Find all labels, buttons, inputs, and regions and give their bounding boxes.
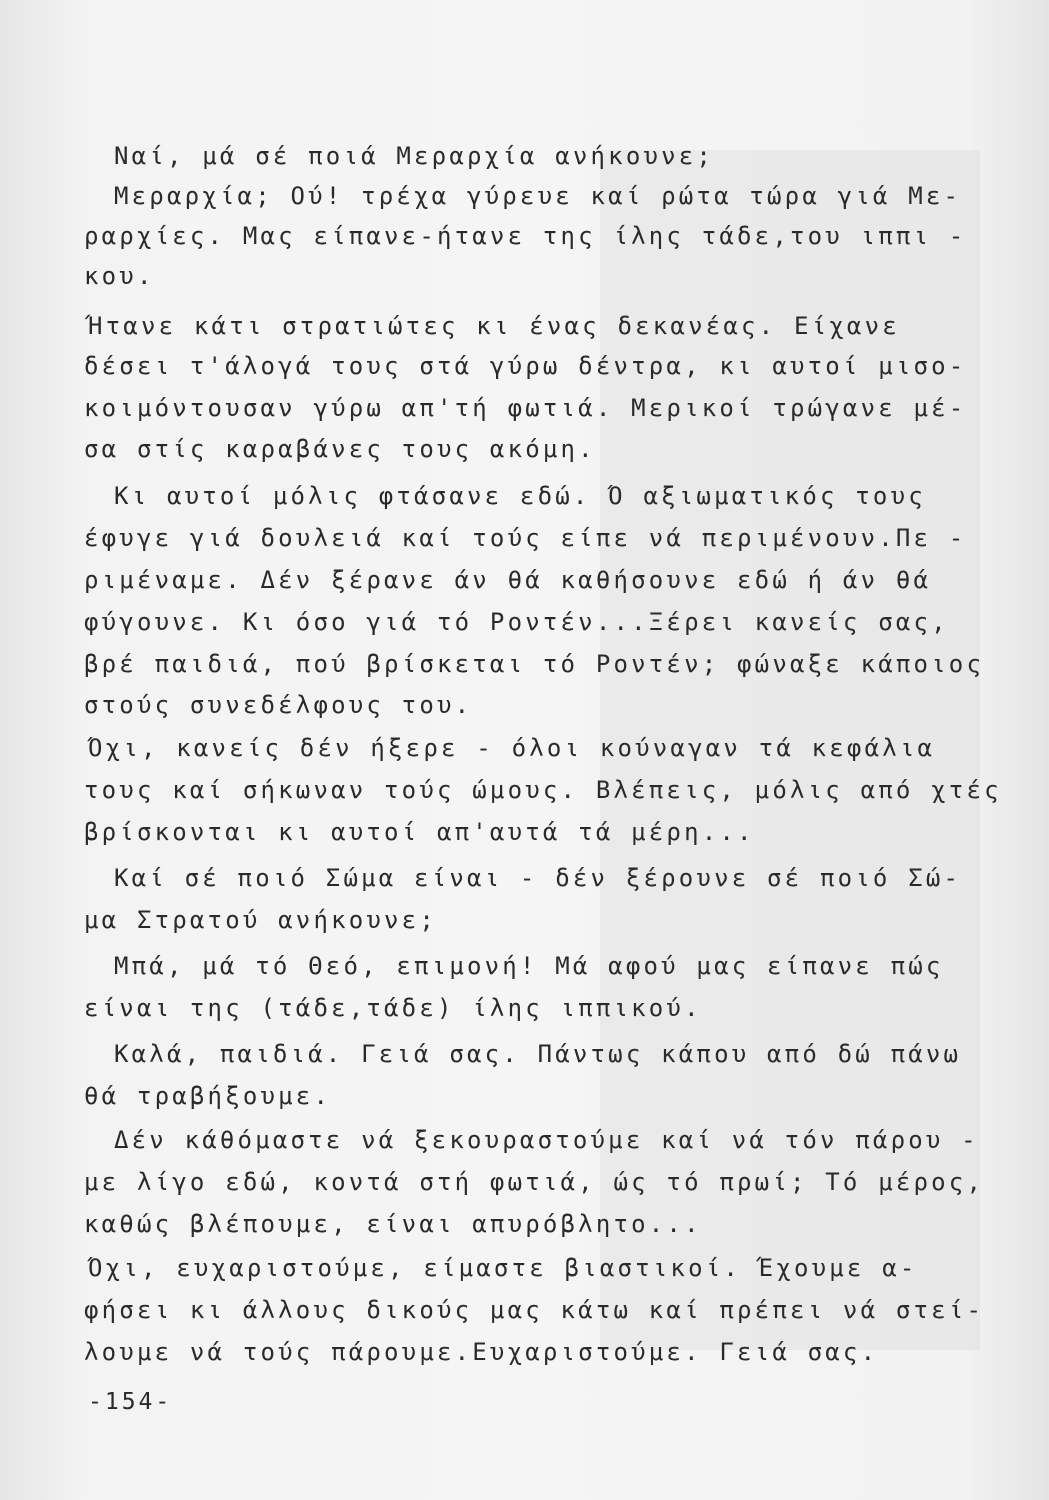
text-line: φήσει κι άλλους δικούς μας κάτω καί πρέπει νά στεί- <box>84 1296 985 1324</box>
text-line: στούς συνεδέλφους του. <box>84 691 473 719</box>
text-line: θά τραβήξουμε. <box>84 1082 332 1110</box>
text-line: βρίσκονται κι αυτοί απ'αυτά τά μέρη... <box>84 818 755 846</box>
text-line: είναι της (τάδε,τάδε) ίλης ιππικού. <box>84 994 702 1022</box>
text-line: φύγουνε. Κι όσο γιά τό Ροντέν...Ξέρει κανείς σας, <box>84 608 949 636</box>
text-line: σα στίς καραβάνες τους ακόμη. <box>84 435 596 463</box>
page-number: -154- <box>88 1389 173 1415</box>
text-line: λουμε νά τούς πάρουμε.Ευχαριστούμε. Γειά σας. <box>84 1338 879 1366</box>
text-line: με λίγο εδώ, κοντά στή φωτιά, ώς τό πρωί; Τό μέρος, <box>84 1168 985 1196</box>
text-line: Όχι, κανείς δέν ήξερε - όλοι κούναγαν τά κεφάλια <box>88 734 936 762</box>
text-line: κοιμόντουσαν γύρω απ'τή φωτιά. Μερικοί τρώγανε μέ- <box>84 394 967 422</box>
text-line: Κι αυτοί μόλις φτάσανε εδώ. Ό αξιωματικός τους <box>114 482 926 510</box>
text-line: κου. <box>84 262 155 290</box>
text-line: έφυγε γιά δουλειά καί τούς είπε νά περιμένουν.Πε - <box>84 524 967 552</box>
text-line: Δέν κάθόμαστε νά ξεκουραστούμε καί νά τόν πάρου - <box>114 1126 979 1154</box>
text-line: Καλά, παιδιά. Γειά σας. Πάντως κάπου από δώ πάνω <box>114 1040 962 1068</box>
text-line: ριμέναμε. Δέν ξέρανε άν θά καθήσουνε εδώ ή άν θά <box>84 566 932 594</box>
text-line: μα Στρατού ανήκουνε; <box>84 906 437 934</box>
text-line: Καί σέ ποιό Σώμα είναι - δέν ξέρουνε σέ ποιό Σώ- <box>114 864 962 892</box>
text-line: βρέ παιδιά, πού βρίσκεται τό Ροντέν; φώναξε κάποιος <box>84 650 985 678</box>
text-line: τους καί σήκωναν τούς ώμους. Βλέπεις, μόλις από χτές <box>84 776 1002 804</box>
text-line: Ναί, μά σέ ποιά Μεραρχία ανήκουνε; <box>114 142 715 170</box>
text-line: Μεραρχία; Ού! τρέχα γύρευε καί ρώτα τώρα γιά Με- <box>114 182 962 210</box>
text-line: Όχι, ευχαριστούμε, είμαστε βιαστικοί. Έχουμε α- <box>88 1254 918 1282</box>
text-line: Μπά, μά τό Θεό, επιμονή! Μά αφού μας είπανε πώς <box>114 952 944 980</box>
text-line: δέσει τ'άλογά τους στά γύρω δέντρα, κι αυτοί μισο- <box>84 352 967 380</box>
text-line: καθώς βλέπουμε, είναι απυρόβλητο... <box>84 1210 702 1238</box>
text-line: Ήτανε κάτι στρατιώτες κι ένας δεκανέας. Είχανε <box>88 312 900 340</box>
text-line: ραρχίες. Μας είπανε-ήτανε της ίλης τάδε,του ιππι - <box>84 222 967 250</box>
